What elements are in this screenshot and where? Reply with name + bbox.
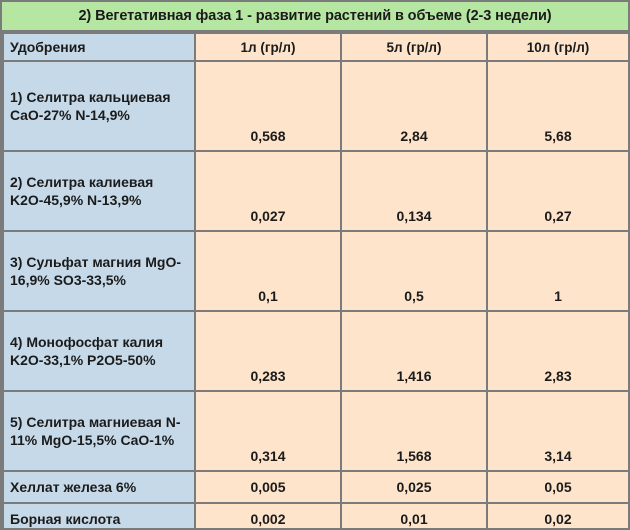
table-row (3, 231, 629, 311)
table-body (3, 61, 629, 530)
dose-1l: 0,005 (195, 471, 341, 503)
dose-10l: 5,68 (487, 61, 629, 151)
dose-5l: 1,416 (341, 311, 487, 391)
dose-10l: 3,14 (487, 391, 629, 471)
table-row (3, 151, 629, 231)
dose-1l: 0,568 (195, 61, 341, 151)
dose-1l: 0,314 (195, 391, 341, 471)
column-header-10l: 10л (гр/л) (487, 33, 629, 61)
fertilizer-name: Хеллат железа 6% (3, 471, 195, 503)
table-row (3, 311, 629, 391)
dose-10l: 1 (487, 231, 629, 311)
table-title-row (2, 2, 628, 32)
table-row (3, 503, 629, 530)
table-row (3, 471, 629, 503)
dose-1l: 0,283 (195, 311, 341, 391)
page-title: 2) Вегетативная фаза 1 - развитие растений в объеме (2-3 недели) (78, 8, 552, 24)
dose-10l: 2,83 (487, 311, 629, 391)
column-header-fertilizers: Удобрения (3, 33, 195, 61)
dose-1l: 0,1 (195, 231, 341, 311)
table-header (3, 33, 629, 61)
dose-5l: 0,134 (341, 151, 487, 231)
dose-1l: 0,002 (195, 503, 341, 530)
dose-5l: 2,84 (341, 61, 487, 151)
fertilizer-name: 5) Селитра магниевая N-11% MgO-15,5% CaO-1% (3, 391, 195, 471)
dosage-table (2, 32, 630, 530)
fertilizer-name: 2) Селитра калиевая K2O-45,9% N-13,9% (3, 151, 195, 231)
fertilizer-name: Борная кислота (3, 503, 195, 530)
dose-10l: 0,05 (487, 471, 629, 503)
table-row (3, 61, 629, 151)
dose-1l: 0,027 (195, 151, 341, 231)
dose-10l: 0,02 (487, 503, 629, 530)
column-header-5l: 5л (гр/л) (341, 33, 487, 61)
column-header-1l: 1л (гр/л) (195, 33, 341, 61)
dose-5l: 0,01 (341, 503, 487, 530)
dose-5l: 0,5 (341, 231, 487, 311)
dose-10l: 0,27 (487, 151, 629, 231)
table-row (3, 391, 629, 471)
table-header-row (3, 33, 629, 61)
fertilizer-name: 3) Сульфат магния MgO-16,9% SO3-33,5% (3, 231, 195, 311)
fertilizer-name: 4) Монофосфат калия K2O-33,1% P2O5-50% (3, 311, 195, 391)
fertilizer-name: 1) Селитра кальциевая CaO-27% N-14,9% (3, 61, 195, 151)
dose-5l: 0,025 (341, 471, 487, 503)
dose-5l: 1,568 (341, 391, 487, 471)
